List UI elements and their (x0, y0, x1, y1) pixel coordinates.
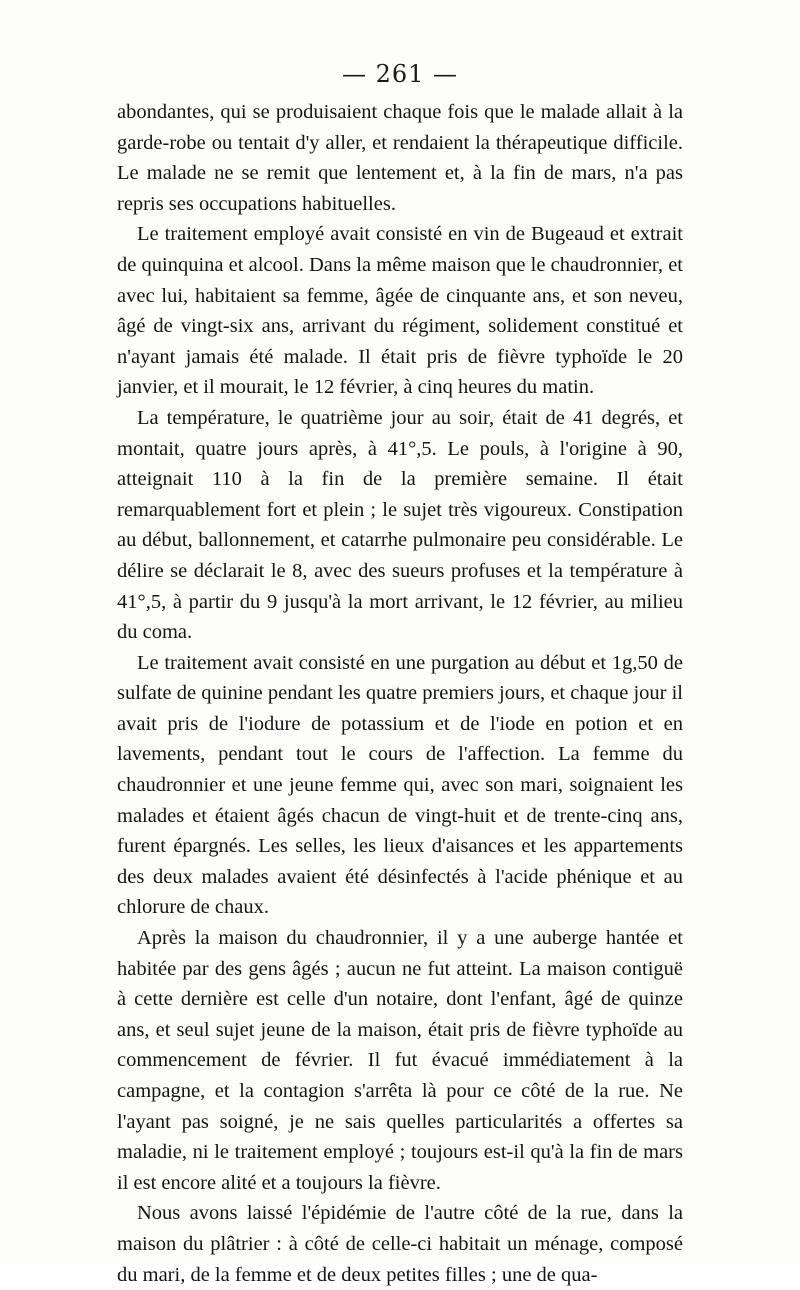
paragraph-6: Nous avons laissé l'épidémie de l'autre côté de la rue, dans la maison du plâtrier : à côté de celle-ci habitait un ménage, composé du mari, de la femme et de deux petites filles ; une de qua- (117, 1202, 683, 1286)
paragraph-5: Après la maison du chaudronnier, il y a une auberge hantée et habitée par des gens âgés ; aucun ne fut atteint. La maison contiguë à cette dernière est celle d'un notaire, dont l'enfant, âgé de quinze ans, et seul sujet jeune de la maison, était pris de fièvre typhoïde au commencement de février. Il fut évacué immédiatement à la campagne, et la contagion s'arrêta là pour ce côté de la rue. Ne l'ayant pas soigné, je ne sais quelles particularités a offertes sa maladie, ni le traitement employé ; toujours est-il qu'à la fin de mars il est encore alité et a toujours la fièvre. (117, 927, 683, 1194)
paragraph-3: La température, le quatrième jour au soir, était de 41 degrés, et montait, quatre jours après, à 41°,5. Le pouls, à l'origine à 90, atteignait 110 à la fin de la première semaine. Il était remarquablement fort et plein ; le sujet très vigoureux. Constipation au début, ballonnement, et catarrhe pulmonaire peu considérable. Le délire se déclarait le 8, avec des sueurs profuses et la température à 41°,5, à partir du 9 jusqu'à la mort arrivant, le 12 février, au milieu du coma. (117, 406, 683, 644)
paragraph-4: Le traitement avait consisté en une purgation au début et 1g,50 de sulfate de quinine pendant les quatre premiers jours, et chaque jour il avait pris de l'iodure de potassium et de l'iode en potion et en lavements, pendant tout le cours de l'affection. La femme du chaudronnier et une jeune femme qui, avec son mari, soignaient les malades et étaient âgés chacun de vingt-huit et de trente-cinq ans, furent épargnés. Les selles, les lieux d'aisances et les appartements des deux malades avaient été désinfectés à l'acide phénique et au chlorure de chaux. (117, 651, 683, 919)
paragraph-1-continuation: abondantes, qui se produisaient chaque fois que le malade allait à la garde-robe ou tentait d'y aller, et rendaient la thérapeutique difficile. Le malade ne se remit que lentement et, à la fin de mars, n'a pas repris ses occupations habituelles. (117, 101, 683, 215)
body-text (117, 97, 683, 1290)
page-number: — 261 — (341, 60, 459, 88)
paragraph-2: Le traitement employé avait consisté en vin de Bugeaud et extrait de quinquina et alcool. Dans la même maison que le chaudronnier, et avec lui, habitaient sa femme, âgée de cinquante ans, et son neveu, âgé de vingt-six ans, arrivant du régiment, solidement constitué et n'ayant jamais été malade. Il était pris de fièvre typhoïde le 20 janvier, et il mourait, le 12 février, à cinq heures du matin. (117, 223, 683, 399)
